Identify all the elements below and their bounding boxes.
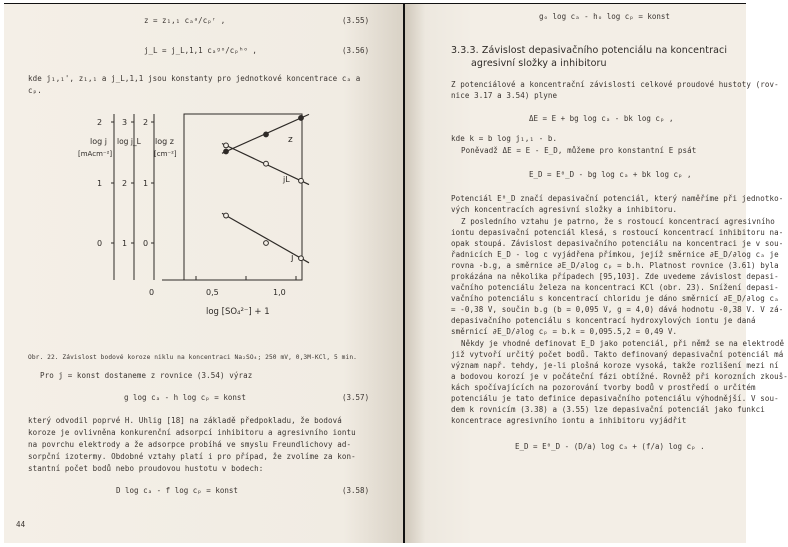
paragraph-line: koncentrace agresivního iontu a inhibitoru vyjádřit <box>451 416 687 425</box>
series-line-j <box>222 213 309 263</box>
equation-3-55: z = z₁,₁ cₐᵃ/cₚʳ , <box>144 16 226 25</box>
equation-number: (3.58) <box>342 486 370 495</box>
paragraph-line: nice 3.17 a 3.54) plyne <box>451 91 558 100</box>
paragraph-line: stantní počet bodů nebo proudovou hustotu v bodech: <box>28 464 264 473</box>
figure-22-plot <box>54 110 314 346</box>
paragraph-line: řadnicích E_D - log c vyjádřena přímkou, jejíž směrnice ∂E_D/∂log cₐ je <box>451 250 779 259</box>
x-tick-label: 1,0 <box>273 288 286 297</box>
paragraph-line: = -0,38 V, součin b.g (b = 0,095 V, g = 4,0) dává hodnotu -0,38 V. V zá- <box>451 305 784 314</box>
x-axis-title: log [SO₄²⁻] + 1 <box>206 307 270 317</box>
line-label-jl: jL <box>283 175 290 184</box>
paragraph-line: kách spočívajících na pozorování tvorby bodů v prostředí o určitém <box>451 383 756 392</box>
x-tick-label: 0 <box>149 288 155 297</box>
page-number: 44 <box>16 520 26 529</box>
axis-log-j-title: log j <box>90 137 107 146</box>
axis-log-j-unit: [mAcm⁻²] <box>78 150 113 158</box>
paragraph-line: kde k = b log j₁,₁ - b. <box>451 134 558 143</box>
equation-3-57: g log cₐ - h log cₚ = konst <box>124 393 246 402</box>
data-point-j <box>299 256 304 261</box>
paragraph-line: koroze je ovlivněna konkurenční adsorpcí inhibitoru a agresivního iontu <box>28 428 356 437</box>
paragraph-line: Poněvadž ΔE = E - E_D, můžeme pro konstantní E psát <box>461 146 697 155</box>
axis-log-jl-tick: 1 <box>122 239 128 248</box>
paragraph-line: vačního potenciálu železa na koncentraci KCl (obr. 23). Snížení depasi- <box>451 283 779 292</box>
paragraph-line: na povrchu elektrody a že adsorpce probíhá ve smyslu Freundlichovy ad- <box>28 440 352 449</box>
axis-log-z-tick: 0 <box>143 239 149 248</box>
axis-log-z-title: log z <box>155 137 174 146</box>
figure-caption: Obr. 22. Závislost bodové koroze niklu na koncentraci Na₂SO₄; 250 mV, 0,3M-KCl, 5 min. <box>28 354 357 361</box>
equation-number: (3.56) <box>342 46 370 55</box>
equation-delta-e: ΔE = E + bg log cₐ - bk log cₚ , <box>529 114 674 123</box>
line-label-j: j <box>291 253 294 263</box>
data-point-j <box>264 241 269 246</box>
section-heading: agresivní složky a inhibitoru <box>471 58 607 69</box>
paragraph-line: Pro j = konst dostaneme z rovnice (3.54) výraz <box>40 371 253 380</box>
data-point-j <box>224 213 229 218</box>
paragraph-line: směrnicí ∂E_D/∂log cₚ = b.k = 0,095.5,2 = 0,49 V. <box>451 327 678 336</box>
paragraph-line: dem k rovnicím (3.38) a (3.55) lze depasivační potenciál jako funkci <box>451 405 765 414</box>
equation-3-56: j_L = j_L,1,1 cₐᵍᵒ/cₚʰᵒ , <box>144 46 257 55</box>
paragraph-line: opak stoupá. Závislost depasivačního potenciálu na koncentraci je v sou- <box>451 239 784 248</box>
paragraph-line: cₚ. <box>28 86 42 95</box>
axis-log-j-tick: 2 <box>97 118 103 127</box>
equation-top: gₒ log cₐ - hₒ log cₚ = konst <box>539 12 670 21</box>
paragraph-line: Někdy je vhodné definovat E_D jako potenciál, při němž se na elektrodě <box>461 339 785 348</box>
data-point-z <box>224 149 229 154</box>
equation-3-58: D log cₐ - f log cₚ = konst <box>116 486 238 495</box>
paragraph-line: potenciálu je tato definice depasivačního potenciálu výhodnější. V sou- <box>451 394 779 403</box>
paragraph-line: význam např. tehdy, je-li plošná koroze vysoká, takže rozlišení mezi ní <box>451 361 779 370</box>
data-point-z <box>264 132 269 137</box>
left-page <box>4 4 403 543</box>
axis-log-j-tick: 0 <box>97 239 103 248</box>
equation-number: (3.57) <box>342 393 370 402</box>
paragraph-line: Z potenciálové a koncentrační závislosti celkové proudové hustoty (rov- <box>451 80 779 89</box>
equation-number: (3.55) <box>342 16 370 25</box>
data-point-jL <box>299 178 304 183</box>
paragraph-line: sorpční izotermy. Obdobné vztahy platí i pro případ, že zvolíme za kon- <box>28 452 356 461</box>
paragraph-line: depasivačního potenciálu s koncentrací hydroxylových iontu je daná <box>451 316 756 325</box>
equation-ed: E_D = E⁰_D - bg log cₐ + bk log cₚ , <box>529 170 692 179</box>
paragraph-line: vých koncentracích agresivní složky a inhibitoru. <box>451 205 678 214</box>
data-point-z <box>299 116 304 121</box>
axis-log-z-tick: 2 <box>143 118 149 127</box>
axis-log-z-unit: [cm⁻²] <box>154 150 177 158</box>
section-heading: 3.3.3. Závislost depasivačního potenciálu na koncentraci <box>451 45 728 56</box>
paragraph-line: prokázána na několika případech [95,103]. Zde uvedeme závislost depasi- <box>451 272 779 281</box>
data-point-jL <box>264 161 269 166</box>
axis-log-z-tick: 1 <box>143 179 149 188</box>
axis-log-jl-tick: 3 <box>122 118 128 127</box>
paragraph-line: který odvodil poprvé H. Uhlig [18] na základě předpokladu, že bodová <box>28 416 342 425</box>
line-label-z: z <box>288 135 293 145</box>
axis-log-jl-title: log j_L <box>117 137 141 146</box>
paragraph-line: vačního potenciálu s koncentrací chloridu je dáno směrnicí ∂E_D/∂log cₐ <box>451 294 779 303</box>
paragraph-line: Z posledního vztahu je patrno, že s rostoucí koncentrací agresivního <box>461 217 775 226</box>
data-point-jL <box>224 143 229 148</box>
right-page <box>405 4 788 543</box>
paragraph-line: Potenciál E⁰_D značí depasivační potenciál, který naměříme při jednotko- <box>451 194 784 203</box>
x-tick-label: 0,5 <box>206 288 219 297</box>
paragraph-line: a bodovou korozí je v počáteční fázi obtížné. Rovněž při korozních zkouš- <box>451 372 788 381</box>
paragraph-line: rovna -b.g, a směrnice ∂E_D/∂log cₚ = b.h. Platnost rovnice (3.61) byla <box>451 261 779 270</box>
axis-log-j-tick: 1 <box>97 179 103 188</box>
equation-ed-2: E_D = E⁰_D - (D/a) log cₐ + (f/a) log cₚ . <box>515 442 705 451</box>
plot-frame <box>184 114 302 280</box>
paragraph-line: již vytvoří určitý počet bodů. Takto definovaný depasivační potenciál má <box>451 350 784 359</box>
paragraph-line: kde j₁,₁', z₁,₁ a j_L,1,1 jsou konstanty pro jednotkové koncentrace cₐ a <box>28 74 361 83</box>
paragraph-line: iontu depasivační potenciál klesá, s rostoucí koncentrací inhibitoru na- <box>451 228 784 237</box>
axis-log-jl-tick: 2 <box>122 179 128 188</box>
